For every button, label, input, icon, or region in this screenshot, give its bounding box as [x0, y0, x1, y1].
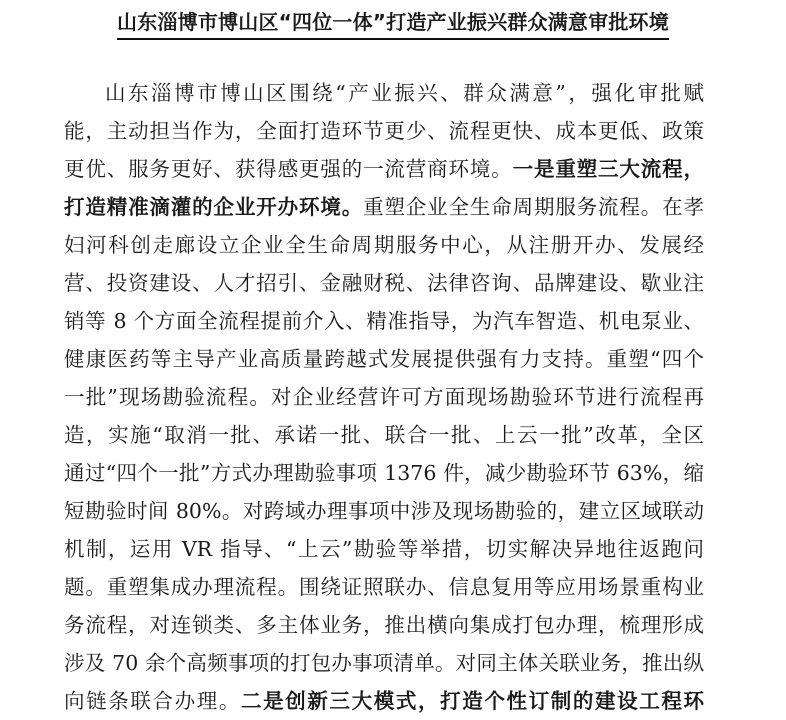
text-line [64, 644, 704, 682]
text-segment: 能，主动担当作为，全面打造环节更少、流程更快、成本更低、政策 [64, 119, 704, 143]
text-line [64, 340, 704, 378]
title-container [0, 6, 786, 40]
text-segment: 务流程，对连锁类、多主体业务，推出横向集成打包办理，梳理形成 [64, 613, 704, 637]
text-segment: 造，实施“取消一批、承诺一批、联合一批、上云一批”改革，全区 [64, 423, 704, 447]
text-segment: 健康医药等主导产业高质量跨越式发展提供强有力支持。重塑“四个 [64, 347, 704, 371]
article-body [64, 74, 704, 720]
text-line [64, 264, 704, 302]
text-segment: 机制，运用 VR 指导、“上云”勘验等举措，切实解决异地往返跑问 [64, 537, 704, 561]
bold-text-segment: 一是重塑三大流程， [512, 157, 704, 181]
text-segment: 重塑企业全生命周期服务流程。在孝 [363, 195, 704, 219]
text-line [64, 454, 704, 492]
text-line [64, 606, 704, 644]
document-title: 山东淄博市博山区“四位一体”打造产业振兴群众满意审批环境 [117, 6, 669, 40]
text-segment: 涉及 70 余个高频事项的打包办事项清单。对同主体关联业务，推出纵 [64, 651, 704, 675]
text-line [64, 226, 704, 264]
text-line [64, 150, 704, 188]
text-line [64, 682, 704, 720]
text-line [64, 112, 704, 150]
text-segment: 销等 8 个方面全流程提前介入、精准指导，为汽车智造、机电泵业、 [64, 309, 704, 333]
text-segment: 向链条联合办理。 [64, 689, 241, 713]
bold-text-segment: 打造精准滴灌的企业开办环境。 [64, 195, 364, 219]
text-segment: 妇河科创走廊设立企业全生命周期服务中心，从注册开办、发展经 [64, 233, 704, 257]
text-line [64, 530, 704, 568]
text-line [64, 568, 704, 606]
text-line [64, 378, 704, 416]
text-line [64, 416, 704, 454]
text-segment: 通过“四个一批”方式办理勘验事项 1376 件，减少勘验环节 63%，缩 [64, 461, 704, 485]
bold-text-segment: 二是创新三大模式，打造个性订制的建设工程环 [241, 689, 704, 713]
text-segment: 一批”现场勘验流程。对企业经营许可方面现场勘验环节进行流程再 [64, 385, 704, 409]
text-segment: 短勘验时间 80%。对跨域办理事项中涉及现场勘验的，建立区域联动 [64, 499, 704, 523]
text-segment: 山东淄博市博山区围绕“产业振兴、群众满意”，强化审批赋 [105, 81, 704, 105]
text-line [64, 74, 704, 112]
text-segment: 更优、服务更好、获得感更强的一流营商环境。 [64, 157, 513, 181]
text-line [64, 302, 704, 340]
text-line [64, 188, 704, 226]
text-line [64, 492, 704, 530]
text-segment: 营、投资建设、人才招引、金融财税、法律咨询、品牌建设、歇业注 [64, 271, 704, 295]
text-segment: 题。重塑集成办理流程。围绕证照联办、信息复用等应用场景重构业 [64, 575, 704, 599]
